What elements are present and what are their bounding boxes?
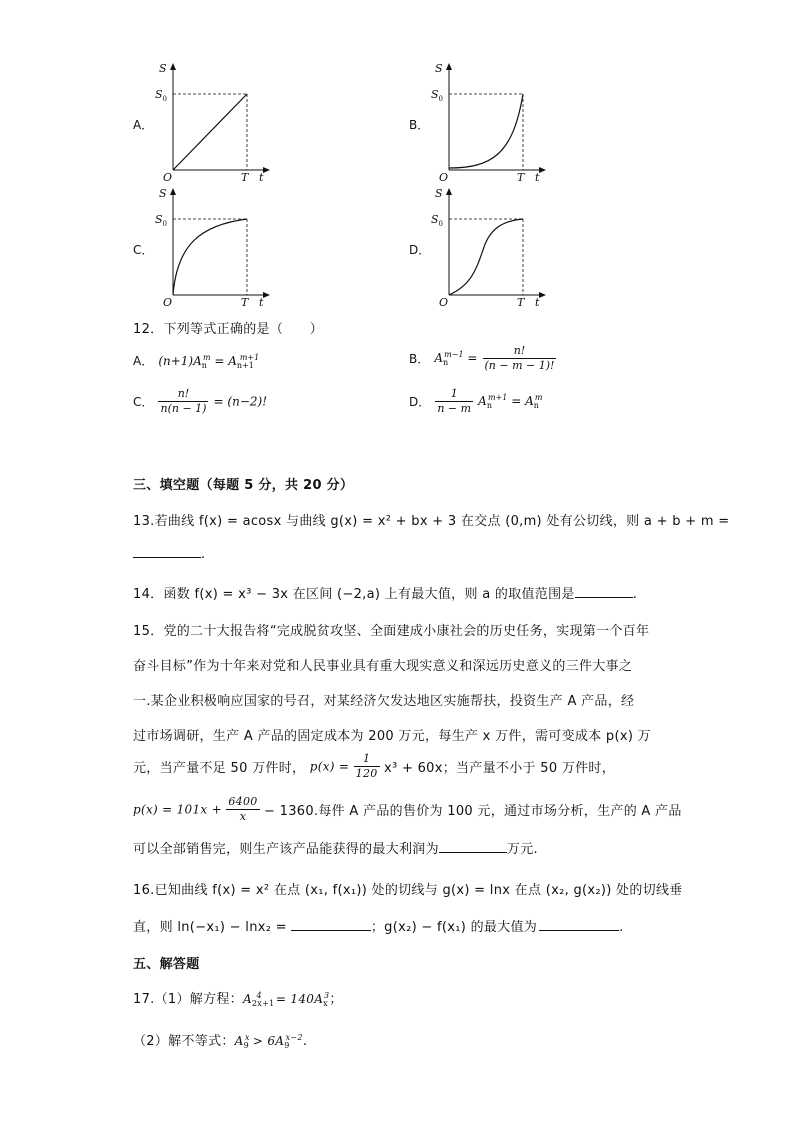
q12-option-b bbox=[409, 344, 556, 373]
graph-c-s-label: S bbox=[159, 187, 167, 200]
q15-l5a: 元，当产量不足 50 万件时， bbox=[133, 761, 306, 776]
q15-l5c: x³ + 60x；当产量不小于 50 万件时， bbox=[384, 761, 616, 776]
q15-answer-blank[interactable] bbox=[439, 840, 507, 853]
graph-b-origin-label: O bbox=[439, 171, 449, 184]
q17-p2-expr: $A_9^x > 6A_9^{x-2}$ bbox=[234, 1033, 303, 1050]
q12-d-label: D． bbox=[409, 395, 431, 409]
q17-p2a: （2）解不等式： bbox=[133, 1034, 235, 1049]
graph-c-origin-label: O bbox=[163, 296, 173, 309]
q15-line1: 15．党的二十大报告将“完成脱贫攻坚、全面建成小康社会的历史任务，实现第一个百年 bbox=[133, 624, 650, 639]
q12-b-fraction: $\frac{n!}{(n - m - 1)!}$ bbox=[484, 344, 555, 372]
q14-end: . bbox=[632, 587, 638, 602]
q15-l5b: p(x) = bbox=[309, 759, 350, 774]
q15-l7b: 万元. bbox=[506, 842, 538, 857]
q15-line5 bbox=[133, 752, 615, 781]
graph-d-s-label: S bbox=[435, 187, 443, 200]
q12-a-expr: $(n+1)A_n^m = A_{n+1}^{m+1}$ bbox=[158, 353, 260, 370]
q16-answer-blank-1[interactable] bbox=[291, 918, 371, 931]
graph-a-s0-label: $S_0$ bbox=[155, 88, 168, 103]
q16-line1: 16.已知曲线 f(x) = x² 在点 (x₁, f(x₁)) 处的切线与 g(x) = lnx 在点 (x₂, g(x₂)) 处的切线垂 bbox=[133, 883, 683, 898]
q12-d-expr: $A_n^{m+1} = A_n^m$ bbox=[478, 393, 543, 410]
q12-c-fraction: $\frac{n!}{n(n - 1)}$ bbox=[160, 387, 207, 415]
q13-line2 bbox=[133, 545, 205, 562]
q15-l7a: 可以全部销售完，则生产该产品能获得的最大利润为 bbox=[133, 842, 439, 857]
graph-b-time-label: t bbox=[535, 171, 540, 184]
q17-p1a: 17.（1）解方程： bbox=[133, 992, 243, 1007]
option-b-label: B． bbox=[409, 118, 430, 132]
graph-d-t-label: T bbox=[517, 296, 525, 309]
q12-option-c bbox=[133, 387, 267, 416]
q14-answer-blank[interactable] bbox=[575, 585, 633, 598]
q15-l6b: − 1360.每件 A 产品的售价为 100 元，通过市场分析，生产的 A 产品 bbox=[264, 804, 682, 819]
q16-l2a: 直，则 ln(−x₁) − lnx₂ = bbox=[133, 920, 287, 935]
q12-b-label: B． bbox=[409, 352, 430, 366]
graph-b-s0-label: $S_0$ bbox=[431, 88, 444, 103]
graph-c-curve bbox=[173, 219, 247, 295]
q15-l5-fraction: $\frac{1}{120}$ bbox=[355, 752, 378, 780]
q12-c-tail: = (n−2)! bbox=[213, 394, 268, 409]
q16-l2c: . bbox=[619, 920, 624, 935]
graph-b-t-label: T bbox=[517, 171, 525, 184]
option-c-label: C． bbox=[133, 243, 154, 257]
section-3-heading: 三、填空题（每题 5 分，共 20 分） bbox=[133, 478, 354, 493]
q14-text: 14．函数 f(x) = x³ − 3x 在区间 (−2,a) 上有最大值，则 a 的取值范围是 bbox=[133, 587, 575, 602]
graph-d bbox=[431, 185, 551, 310]
q15-line3: 一.某企业积极响应国家的号召，对某经济欠发达地区实施帮扶，投资生产 A 产品，经 bbox=[133, 694, 635, 709]
graph-d-origin-label: O bbox=[439, 296, 449, 309]
q13-answer-blank[interactable] bbox=[133, 545, 201, 558]
graph-b-curve bbox=[449, 94, 523, 168]
q17-part1 bbox=[133, 988, 343, 1008]
graph-b-s-label: S bbox=[435, 62, 443, 75]
graph-c-t-label: T bbox=[241, 296, 249, 309]
graph-a-s-label: S bbox=[159, 62, 167, 75]
section-5-heading: 五、解答题 bbox=[133, 957, 200, 972]
q12-a-label: A． bbox=[133, 354, 154, 368]
q15-line7 bbox=[133, 838, 538, 857]
q17-p2d: . bbox=[302, 1034, 308, 1049]
graph-d-time-label: t bbox=[535, 296, 540, 309]
q15-l6-fraction: $\frac{6400}{x}$ bbox=[228, 795, 258, 823]
q17-p1d: ； bbox=[329, 992, 343, 1007]
graph-c bbox=[155, 185, 275, 310]
graph-c-time-label: t bbox=[259, 296, 264, 309]
q16-answer-blank-2[interactable] bbox=[539, 918, 619, 931]
q12-stem: 12．下列等式正确的是（ ） bbox=[133, 322, 324, 337]
q12-b-expr: $A_n^{m-1}$ = bbox=[434, 350, 478, 367]
q14 bbox=[133, 583, 637, 602]
graph-d-curve bbox=[449, 219, 523, 295]
q17-part2 bbox=[133, 1030, 307, 1050]
graph-a bbox=[155, 60, 275, 185]
q12-option-a bbox=[133, 350, 259, 370]
q15-line4: 过市场调研，生产 A 产品的固定成本为 200 万元，每生产 x 万件，需可变成本 p(x) 万 bbox=[133, 729, 651, 744]
graph-a-curve bbox=[173, 94, 247, 170]
q12-c-label: C． bbox=[133, 395, 154, 409]
q15-line2: 奋斗目标”作为十年来对党和人民事业具有重大现实意义和深远历史意义的三件大事之 bbox=[133, 659, 633, 674]
graph-a-t-label: T bbox=[241, 171, 249, 184]
graph-b bbox=[431, 60, 551, 185]
q15-line6 bbox=[133, 795, 682, 824]
q13-line2-end: . bbox=[201, 547, 206, 562]
q17-p1-expr: $A_{2x+1}^4 = 140A_x^3$ bbox=[242, 991, 330, 1008]
q12-option-d bbox=[409, 387, 543, 416]
q16-l2b: ；g(x₂) − f(x₁) 的最大值为 bbox=[370, 920, 538, 935]
graph-c-s0-label: $S_0$ bbox=[155, 213, 168, 228]
graph-a-origin-label: O bbox=[163, 171, 173, 184]
graph-a-time-label: t bbox=[259, 171, 264, 184]
option-a-label: A． bbox=[133, 118, 154, 132]
q12-d-fraction: $\frac{1}{n - m}$ bbox=[437, 387, 472, 415]
q13-line1: 13.若曲线 f(x) = acosx 与曲线 g(x) = x² + bx + 3 在交点 (0,m) 处有公切线，则 a + b + m = bbox=[133, 514, 730, 529]
graph-d-s0-label: $S_0$ bbox=[431, 213, 444, 228]
q16-line2 bbox=[133, 916, 624, 935]
option-d-label: D． bbox=[409, 243, 431, 257]
q15-l6a: p(x) = 101x + bbox=[133, 802, 222, 817]
